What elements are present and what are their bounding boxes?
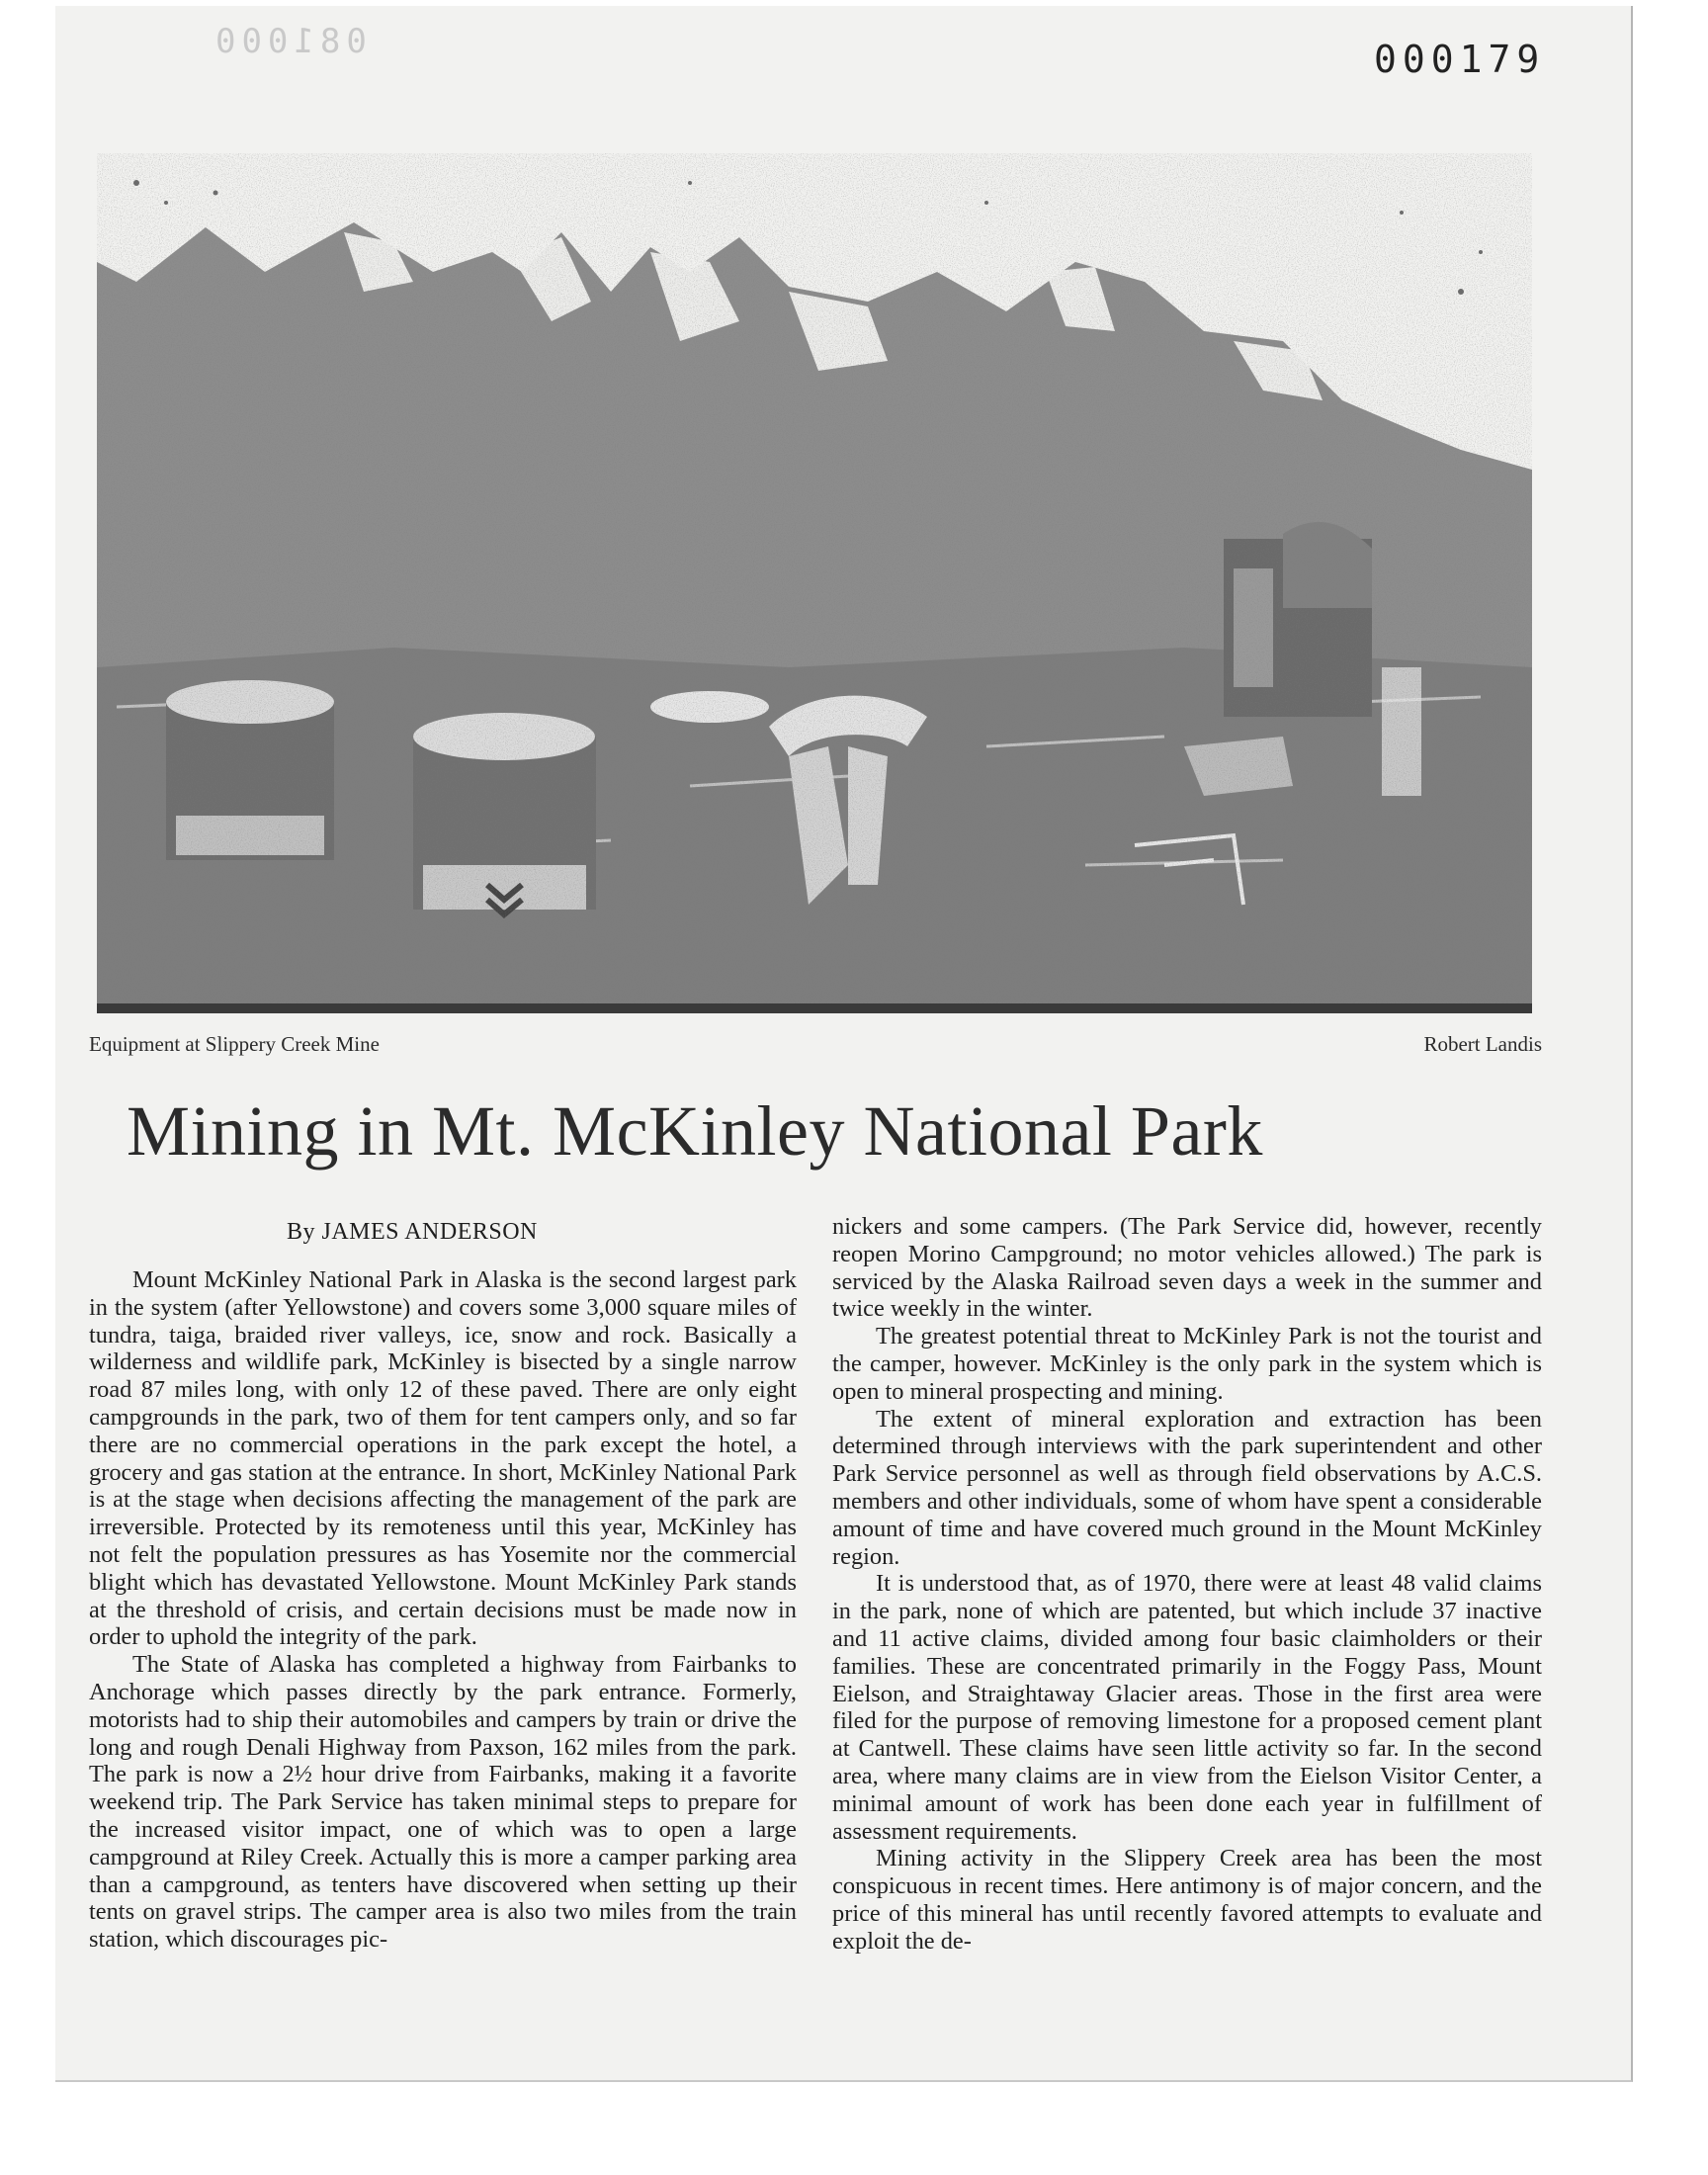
paragraph: The State of Alaska has completed a highway from Fairbanks to Anchorage which passes directly by the park entrance. Formerly, motorists had to ship their automobiles and campers by train or drive the long and rough Denali Highway from Paxson, 162 miles from the park. The park is now a 2½ hour drive from Fairbanks, making it a favorite weekend trip. The Park Service has taken minimal steps to prepare for the increased visitor impact, one of which was to open a large campground at Riley Creek. Actually this is more a camper parking area than a campground, as tenters have discovered when setting up their tents on gravel strips. The camper area is also two miles from the train station, which discourages pic- xyxy=(89,1651,797,1954)
mine-equipment-photo xyxy=(97,153,1532,1013)
article-byline: By JAMES ANDERSON xyxy=(287,1219,538,1245)
paragraph: nickers and some campers. (The Park Service did, however, recently reopen Morino Campground; no motor vehicles allowed.) The park is serviced by the Alaska Railroad seven days a week in the summer and twice weekly in the winter. xyxy=(832,1213,1542,1323)
article-column-right xyxy=(832,1213,1542,2075)
paragraph: The greatest potential threat to McKinley Park is not the tourist and the camper, however. McKinley is the only park in the system which is open to mineral prospecting and mining. xyxy=(832,1323,1542,1405)
paragraph: It is understood that, as of 1970, there were at least 48 valid claims in the park, none of which are patented, but which include 37 inactive and 11 active claims, divided among four basic claimholders or their families. These are concentrated primarily in the Foggy Pass, Mount Eielson, and Straightaway Glacier areas. Those in the first area were filed for the purpose of removing limestone for a proposed cement plant at Cantwell. These claims have seen little activity so far. In the second area, where many claims are in view from the Eielson Visitor Center, a minimal amount of work has been done each year in fulfillment of assessment requirements. xyxy=(832,1570,1542,1845)
photo-credit: Robert Landis xyxy=(1423,1032,1542,1056)
paragraph: Mount McKinley National Park in Alaska is the second largest park in the system (after Yellowstone) and covers some 3,000 square miles of tundra, taiga, braided river valleys, ice, snow and rock. Basically a wilderness and wildlife park, McKinley is bisected by a single narrow road 87 miles long, with only 12 of these paved. There are only eight campgrounds in the park, two of them for tent campers only, and so far there are no commercial operations in the park except the hotel, a grocery and gas station at the entrance. In short, McKinley National Park is at the stage when decisions affecting the management of the park are irreversible. Protected by its remoteness until this year, McKinley has not felt the population pressures as has Yosemite nor the commercial blight which has devastated Yellowstone. Mount McKinley Park stands at the threshold of crisis, and certain decisions must be made now in order to uphold the integrity of the park. xyxy=(89,1266,797,1651)
bleed-through-number: 081000 xyxy=(210,22,367,61)
paragraph: The extent of mineral exploration and extraction has been determined through interviews with the park superintendent and other Park Service personnel as well as through field observations by A.C.S. members and other individuals, some of whom have spent a considerable amount of time and have covered much ground in the Mount McKinley region. xyxy=(832,1405,1542,1570)
paragraph: Mining activity in the Slippery Creek area has been the most conspicuous in recent times. Here antimony is of major concern, and the price of this mineral has until recently favored attempts to evaluate and exploit the de- xyxy=(832,1845,1542,1955)
photo-caption: Equipment at Slippery Creek Mine xyxy=(89,1032,380,1056)
article-headline: Mining in Mt. McKinley National Park xyxy=(127,1091,1263,1171)
page-number: 000179 xyxy=(1374,38,1546,81)
article-column-left xyxy=(89,1266,797,2075)
